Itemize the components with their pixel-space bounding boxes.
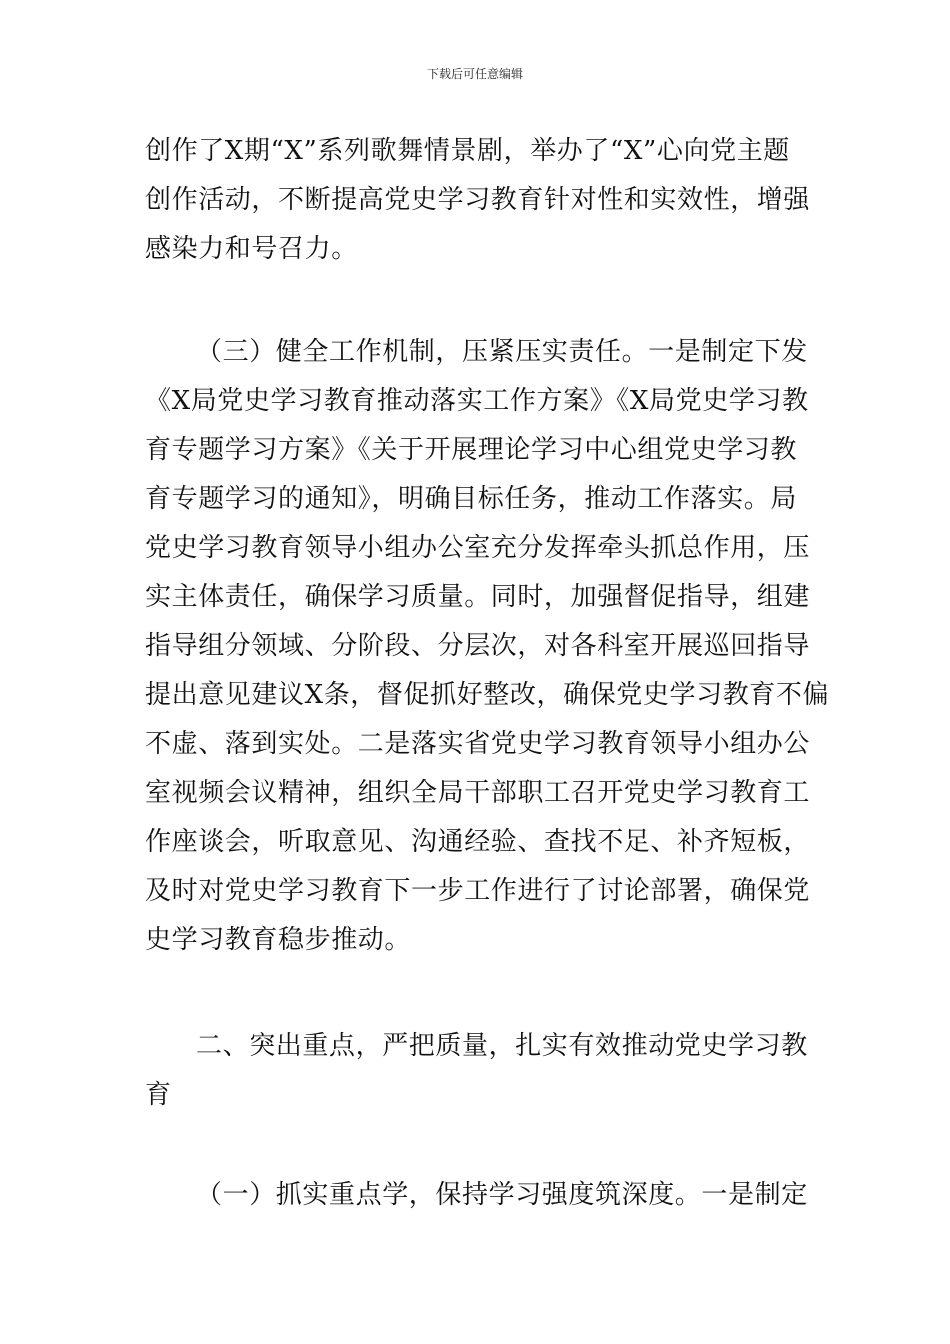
- text-line: 创作了X期“X”系列歌舞情景剧，举办了“X”心向党主题: [145, 136, 790, 166]
- text-line: 不虚、落到实处。二是落实省党史学习教育领导小组办公: [145, 729, 811, 759]
- section-heading: （一）抓实重点学，保持学习强度筑深度。一是制定: [196, 1180, 808, 1210]
- text-line: 及时对党史学习教育下一步工作进行了讨论部署，确保党: [145, 876, 811, 906]
- text-line: 史学习教育稳步推动。: [145, 925, 412, 955]
- text-line: 室视频会议精神，组织全局干部职工召开党史学习教育工: [145, 778, 811, 808]
- chapter-heading: 二、突出重点，严把质量，扎实有效推动党史学习教: [196, 1031, 808, 1061]
- text-line: 提出意见建议X条，督促抓好整改，确保党史学习教育不偏: [145, 680, 830, 710]
- page-header: 下载后可任意编辑: [426, 67, 523, 81]
- text-line: 创作活动，不断提高党史学习教育针对性和实效性，增强: [145, 185, 811, 215]
- text-line: 作座谈会，听取意见、沟通经验、查找不足、补齐短板，: [145, 827, 811, 857]
- section-heading: （三）健全工作机制，压紧压实责任。一是制定下发: [196, 337, 808, 367]
- chapter-heading-cont: 育: [145, 1080, 172, 1110]
- text-line: 指导组分领域、分阶段、分层次，对各科室开展巡回指导: [145, 631, 811, 661]
- text-line: 党史学习教育领导小组办公室充分发挥牵头抓总作用，压: [145, 533, 811, 563]
- text-line: 《X局党史学习教育推动落实工作方案》《X局党史学习教: [145, 386, 809, 416]
- text-line: 感染力和号召力。: [145, 234, 358, 264]
- text-line: 实主体责任，确保学习质量。同时，加强督促指导，组建: [145, 582, 811, 612]
- text-line: 育专题学习方案》《关于开展理论学习中心组党史学习教: [145, 435, 798, 465]
- text-line: 育专题学习的通知》，明确目标任务，推动工作落实。局: [145, 484, 798, 514]
